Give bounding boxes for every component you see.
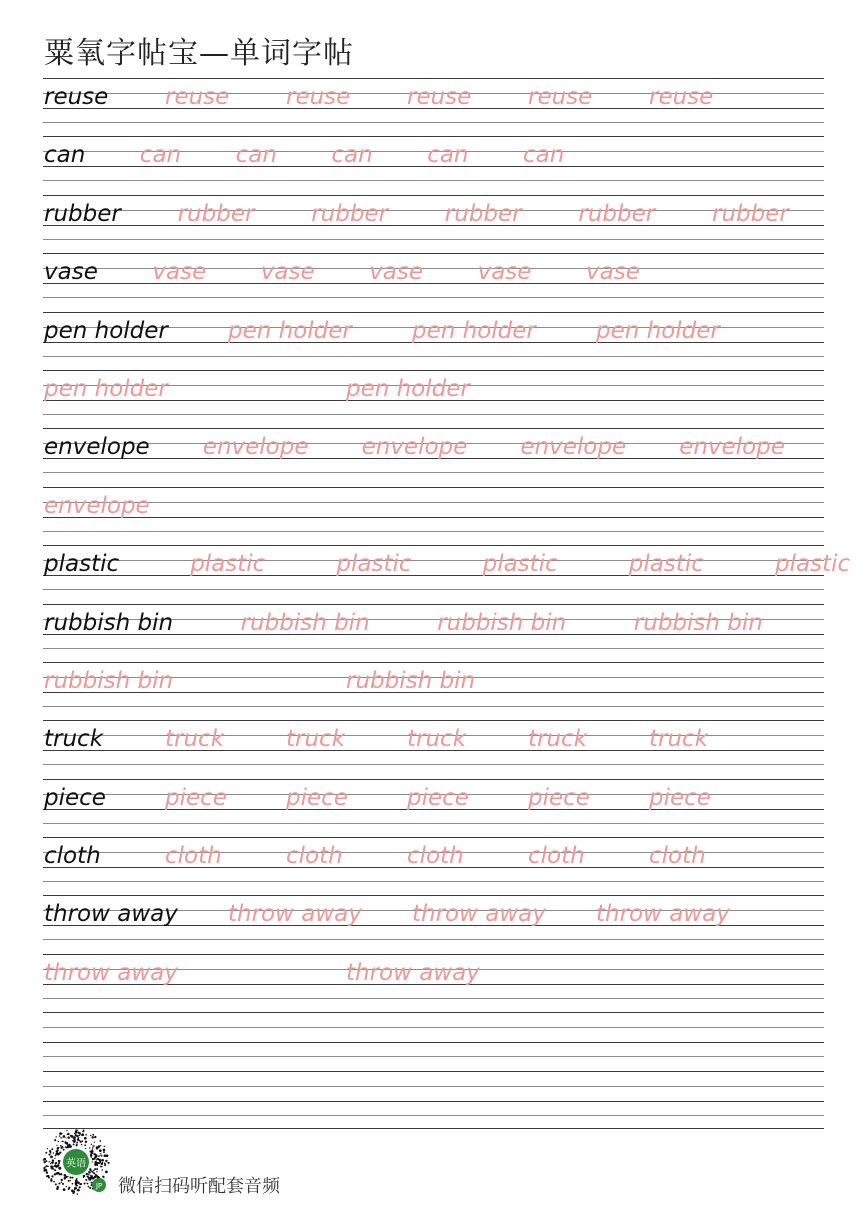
ruled-line [43,531,824,532]
qr-badge-label: 英语 [66,1158,86,1170]
ruled-line [43,122,824,123]
ruled-line [43,939,824,940]
trace-word: plastic [628,551,704,578]
trace-word: throw away [346,959,480,986]
trace-word: reuse [286,84,351,110]
trace-word: cloth [649,843,706,870]
trace-word: envelope [679,434,785,461]
ruled-line [43,487,824,488]
ruled-line [43,779,824,780]
writing-row [43,195,824,253]
ruled-line [43,225,824,226]
model-word: rubber [44,200,121,227]
writing-row [43,136,824,194]
ruled-line [43,837,824,838]
ruled-line [43,136,824,137]
trace-word: rubbish bin [240,609,370,636]
ruled-line [43,589,824,590]
trace-word: plastic [482,551,558,578]
writing-row [43,1012,824,1070]
trace-word: plastic [190,551,266,578]
trace-word: pen holder [412,317,536,344]
trace-word: piece [286,784,348,811]
ruled-line [43,954,824,955]
trace-word: vase [586,259,640,286]
trace-word: vase [477,259,532,286]
trace-word: reuse [528,84,593,110]
trace-word: cloth [165,843,222,870]
ruled-line [43,1027,824,1028]
trace-word: rubber [712,200,789,227]
ruled-line [43,195,824,196]
writing-row [43,253,824,311]
model-word: throw away [44,901,178,928]
trace-word: envelope [361,434,468,461]
trace-word: vase [152,259,207,286]
trace-word: piece [649,784,711,811]
trace-word: envelope [202,434,309,461]
page-title: 粟氧字帖宝—单词字帖 [44,36,354,71]
trace-word: truck [407,726,467,753]
ruled-line [43,998,824,999]
trace-word: throw away [412,901,546,928]
ruled-line [43,297,824,298]
model-word: rubbish bin [44,609,174,636]
ruled-line [43,414,824,415]
trace-word: piece [165,784,227,811]
ruled-line [43,472,824,473]
writing-row [43,1071,824,1129]
trace-word: can [427,142,469,169]
trace-word: rubbish bin [44,667,174,694]
trace-word: cloth [286,843,343,870]
footer [42,1128,442,1198]
trace-word: throw away [228,901,362,928]
trace-word: reuse [407,84,472,110]
trace-word: truck [286,726,346,753]
trace-word: throw away [44,959,178,986]
trace-word: pen holder [346,375,470,402]
ruled-line [43,823,824,824]
ruled-line [43,1071,824,1072]
ruled-line [43,648,824,649]
model-word: plastic [44,551,120,578]
trace-word: pen holder [228,317,352,344]
ruled-line [43,1101,824,1102]
ruled-line [43,517,824,518]
ruled-line [43,720,824,721]
ruled-line [43,604,824,605]
ruled-line [43,895,824,896]
ruled-line [43,706,824,707]
model-word: can [44,142,86,169]
writing-row [43,779,824,837]
model-word: piece [44,784,106,811]
ruled-line [43,253,824,254]
model-word: pen holder [44,317,168,344]
trace-word: envelope [520,434,627,461]
trace-word: envelope [44,492,150,519]
trace-word: reuse [165,84,230,110]
ruled-line [43,210,824,211]
trace-word: can [139,142,182,169]
model-word: truck [44,726,104,753]
ruled-line [43,370,824,371]
trace-word: rubber [311,200,389,227]
trace-word: pen holder [596,317,720,344]
trace-word: truck [528,726,588,753]
ruled-line [43,356,824,357]
trace-word: cloth [528,843,585,870]
writing-row [43,487,824,545]
trace-word: piece [528,784,590,811]
qr-code-icon[interactable] [42,1128,110,1196]
trace-word: rubbish bin [437,609,567,636]
writing-row [43,895,824,953]
writing-row [43,662,824,720]
ruled-line [43,502,824,503]
ruled-line [43,78,824,79]
trace-word: piece [407,784,469,811]
trace-word: can [235,142,277,169]
trace-word: can [523,142,565,169]
handwriting-sheet [43,78,851,1129]
trace-word: rubber [177,200,255,227]
model-word: cloth [44,843,101,870]
trace-word: plastic [336,551,412,578]
ruled-line [43,881,824,882]
ruled-line [43,1056,824,1057]
trace-word: pen holder [44,375,168,402]
trace-word: truck [649,726,709,753]
writing-row [43,312,824,370]
qr-corner-label: JP [95,1182,103,1190]
trace-word: rubber [578,200,656,227]
writing-row [43,78,824,136]
trace-word: vase [260,259,315,286]
model-word: vase [44,259,98,286]
model-word: reuse [44,84,109,110]
ruled-line [43,312,824,313]
writing-row [43,545,851,603]
trace-word: rubbish bin [346,667,476,694]
ruled-line [43,1115,824,1116]
writing-row [43,604,824,662]
ruled-line [43,560,824,561]
writing-row [43,837,824,895]
writing-row [43,428,824,486]
trace-word: plastic [775,551,851,578]
ruled-line [43,545,824,546]
ruled-line [43,575,824,576]
ruled-line [43,1012,824,1013]
model-word: envelope [44,434,150,461]
ruled-line [43,662,824,663]
writing-row [43,954,824,1012]
trace-word: cloth [407,843,464,870]
writing-row [43,720,824,778]
trace-word: reuse [649,84,714,110]
trace-word: truck [165,726,225,753]
ruled-line [43,180,824,181]
trace-word: rubbish bin [633,609,763,636]
writing-row [43,370,824,428]
ruled-line [43,764,824,765]
ruled-line [43,239,824,240]
footer-audio-hint: 微信扫码听配套音频 [118,1176,280,1197]
trace-word: vase [369,259,424,286]
ruled-line [43,428,824,429]
trace-word: throw away [596,901,730,928]
ruled-line [43,1042,824,1043]
ruled-line [43,1086,824,1087]
trace-word: rubber [444,200,522,227]
trace-word: can [331,142,373,169]
